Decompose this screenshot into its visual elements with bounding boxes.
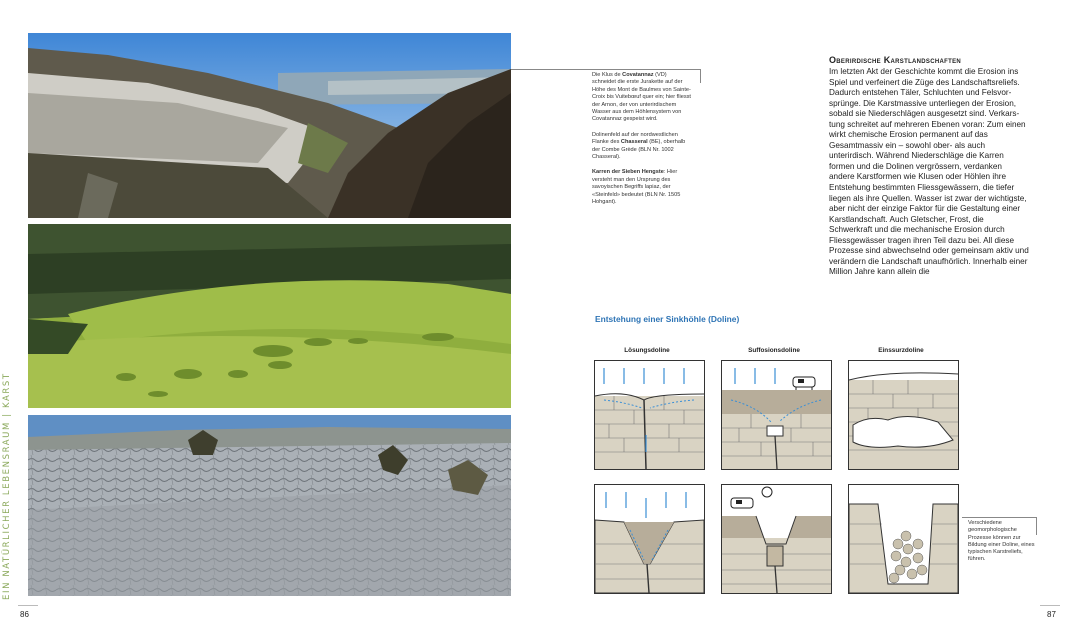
diagram-solution-doline-stage2 [594,484,705,594]
diagram-collapse-doline-stage2 [848,484,959,594]
section-title: Oberirdische Karstlandschaften [829,55,962,65]
photo-chasseral-doline-field [28,224,511,408]
diagram-suffosion-doline-stage1 [721,360,832,470]
diagram-column-label: Einssurzdoline [878,347,924,354]
diagram-collapse-doline-stage1 [848,360,959,470]
diagram-caption: Verschiedene geomorphologische Prozesse können zur Bildung einer Doline, eines typischen Karstreliefs, führen. [968,520,1035,563]
caption-chasseral: Dolinenfeld auf der nordwestlichen Flanke des Chasseral (BE), oberhalb der Combe Grède (BLN Nr. 1002 Chasseral). [592,131,686,161]
caption-covatannaz: Die Klus de Covatannaz (VD) schneidet die erste Jurakette auf der Höhe des Mont de Baulmes von Sainte-Croix bis Vuitebœuf quer ein; hier fliesst der Arnon, der von unterirdischem Wasser aus dem Höhlensystem von Covatannaz gespeist wird. [592,72,691,123]
photo-captions [592,72,692,215]
caption-leader-tick [700,69,701,83]
diagram-caption-leader-line [962,517,1037,518]
page-number-right: 87 [1047,610,1056,619]
photo-covatannaz-gorge [28,33,511,218]
body-paragraph: Im letzten Akt der Geschichte kommt die Erosion ins Spiel und verfeinert die Züge des Landschaftsreliefs. Dadurch entstehen Täler, Schluchten und Felsvor-sprünge. Die Karstmassive unterliegen der Erosion, sobald sie Niederschlägen ausgesetzt sind. Verkars-tung schreitet auf mehreren Ebenen voran: Zum einen wirkt chemische Erosion permanent auf das Gesamtmassiv ein – sowohl ober- als auch unterirdisch. Während Niederschläge die Karren formen und die Dolinen vergrössern, verdanken andere Karstformen wie Klusen oder Höhlen ihre Entstehung bestimmten Fliessgewässern, die tiefer liegen als ihre Quellen. Wasser ist zwar der wichtigste, aber nicht der einzige Faktor für die Gestaltung einer Karstlandschaft. Auch Gletscher, Frost, die Schwerkraft und die mechanische Erosion durch Fliessgewässer tragen ihren Teil dazu bei. All diese Prozesse sind abwechselnd oder gemeinsam aktiv und verändern die Landschaft unaufhörlich. Innerhalb einer Million Jahre kann allein die [829,67,1029,277]
page-number-left: 86 [20,610,29,619]
photo-sieben-hengste-karren [28,415,511,596]
page-number-rule [18,605,38,606]
diagram-suffosion-doline-stage2 [721,484,832,594]
diagram-column-label: Suffosionsdoline [748,347,800,354]
caption-leader-line [511,69,700,70]
diagram-solution-doline-stage1 [594,360,705,470]
caption-sieben-hengste: Karren der Sieben Hengste: Hier versteht man den Ursprung des savoyischen Begriffs lapiaz, der «Steinfeld» bedeutet (BLN Nr. 1505 Hohgant). [592,169,681,206]
diagram-title: Entstehung einer Sinkhöhle (Doline) [595,314,740,324]
diagram-column-label: Lösungsdoline [624,347,670,354]
running-section-label: EIN NATÜRLICHER LEBENSRAUM | KARST [2,372,12,600]
page-number-rule [1040,605,1060,606]
